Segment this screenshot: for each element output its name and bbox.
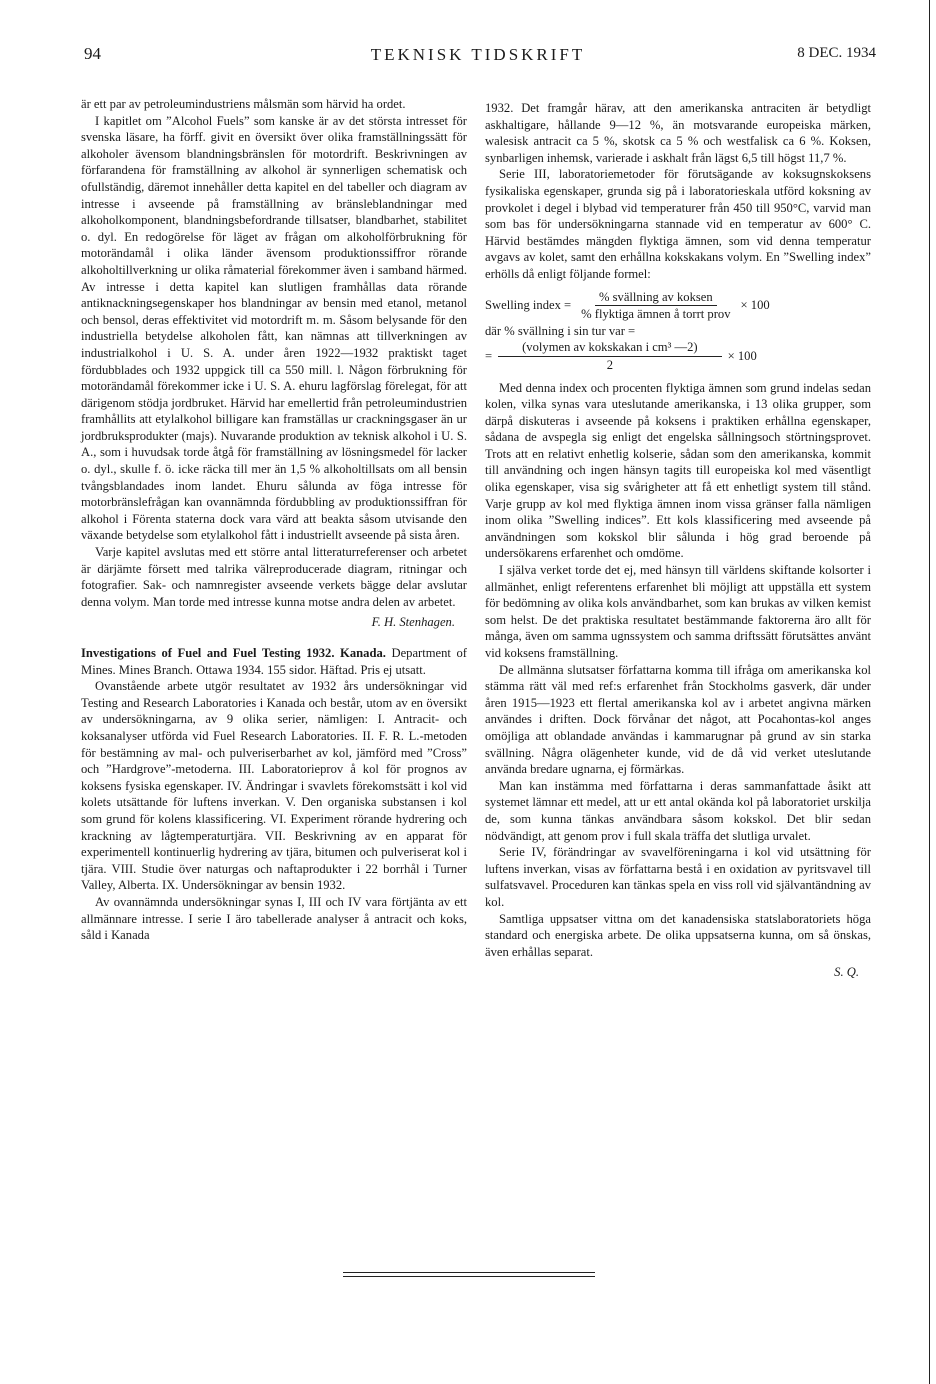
paragraph: De allmänna slutsatser författarna komma till ifråga om amerikanska kol stämma rätt väl med ref:s erfarenhet från Stockholms gasverk, där under åren 1915—1923 ett flertal amerikanska kol av i arbetet angivna märken användes i driften. Dock förvånar det något, att Pocahontas-kol anges omöjliga att oblandade användas i kammarugnar på grund av sin starka svällning. Några olägenheter kunde, vid de då vid verket uteslutande använda bredare ugnarna, ej förmärkas. — [485, 662, 871, 777]
paragraph: I själva verket torde det ej, med hänsyn till världens skiftande kolsorter i allmänhet, enligt referentens erfarenhet bli möjligt att uppställa ett system för bedömning av olika kols användbarhet, som kan brukas av vilken kemist som helst. De det praktiska resultatet bestämmande faktorerna äro allt för många, även om samma ugnssystem och samma driftssätt förutsättes använt vid koksens framställning. — [485, 563, 871, 660]
paragraph: Varje kapitel avslutas med ett större antal litteraturreferenser och arbetet är därjämte försett med talrika välreproducerade diagram, ritningar och fotografier. Sak- och namnregister avseende verkets bägge delar avslutar denna volym. Man torde med intresse kunna motse andra delen av arbetet. — [81, 545, 467, 609]
review-title: Investigations of Fuel and Fuel Testing 1932. Kanada. — [81, 646, 386, 660]
journal-title: TEKNISK TIDSKRIFT — [370, 45, 586, 64]
paragraph: Av ovannämnda undersökningar synas I, III och IV vara förtjänta av ett allmännare intresse. I serie I äro tabellerade analyser å antracit och koks, såld i Kanada — [81, 894, 467, 943]
formula-lhs: Swelling index = — [485, 298, 572, 313]
formula2-numerator: (volymen av kokskakan i cm³ —2) — [498, 339, 722, 357]
paragraph: Samtliga uppsatser vittna om det kanadensiska statslaboratoriets höga standard och energiska arbete. De olika uppsatserna kunna, om så önskas, även erhållas separat. — [485, 911, 871, 959]
formula-denominator: % flyktiga ämnen å torrt prov — [581, 307, 731, 322]
right-column — [485, 100, 871, 995]
paragraph: Med denna index och procenten flyktiga ämnen som grund indelas sedan kolen, vilka synas vara uteslutande amerikanska, i 13 olika grupper, som därpå diskuteras i avseende på koksens i praktiken erhållna egenskaper, sådana de avspegla sig enligt det engelska sållningsoch störtningsprovet. Trots att en relativt enhetlig kolserie, sådan som den amerikanska, kommit till användning och ingen hänsyn tagits till europeiska kol med väsentligt olika egenskaper, visa sig svårigheter att få ett enhetligt system till stånd. Varje grupp av kol med flyktiga ämnen inom vissa gränser falla nämligen inom olika ”Swelling indices”. Ett kols klassificering med avseende på användningen som kokskol blir sålunda i hög grad beroende på undersökarens erfarenhet och omdöme. — [485, 380, 871, 561]
paragraph: Ovanstående arbete utgör resultatet av 1932 års undersökningar vid Testing and Research Laboratories i Kanada och består, utom av en översikt av undersökningarna, av 9 olika serier, nämligen: I. Antracit- och koksanalyser utförda vid Fuel Research Laboratories. II. F. R. L.-metoden för bestämning av mal- och pulveriserbarhet av kol, jämförd med ”Cross” och ”Hardgrove”-metoderna. III. Laboratorieprov å kol för prognos av koksens fysiska egenskaper. IV. Ändringar i svavlets förekomstsätt i kol vid kolets utsättande för luftens inverkan. V. Den organiska substansen i kol som grund för kolens klassificering. VI. Experiment rörande hydrering och krackning av lågtemperaturtjära. VII. Beskrivning av en apparat för experimentell kontinuerlig hydrering av tjära, bitumen och pulveriserat kol i tjära. VIII. Studie över naturgas och naftaprodukter i 22 borrhål i Turner Valley, Alberta. IX. Undersökningar av bensin 1932. — [81, 679, 467, 893]
formula2-multiplier: × 100 — [727, 349, 757, 364]
issue-date: 8 DEC. 1934 — [797, 45, 876, 61]
formula2-denominator: 2 — [606, 357, 614, 372]
review-meta: Department of Mines. Mines Branch. Ottawa 1934. 155 sidor. Häftad. Pris ej utsatt. — [81, 646, 467, 677]
formula2-equals: = — [485, 349, 493, 364]
formula-numerator: % svällning av koksen — [595, 289, 717, 307]
review-heading — [81, 645, 467, 678]
formula-line2: där % svällning i sin tur var = — [485, 323, 636, 338]
paragraph: Serie IV, förändringar av svavelföreningarna i kol vid utsättning för luftens inverkan, visas av författarna bestå i en oxidation av pyritsvavel till sulfatsvavel. Proceduren kan tänkas spela en viss roll vid självantändning av kol. — [485, 845, 871, 909]
paragraph: Man kan instämma med författarna i deras sammanfattade åsikt att systemet lämnar ett medel, att ur ett antal okända kol på laboratoriet urskilja de, som kunna tänkas användbara såsom kokskol. Det blir sedan nödvändigt, att genom prov i full skala träffa det slutliga urvalet. — [485, 778, 871, 843]
running-header — [80, 44, 876, 72]
review-signature: F. H. Stenhagen. — [371, 615, 455, 630]
review-signature: S. Q. — [834, 965, 859, 980]
paragraph: Serie III, laboratoriemetoder för förutsägande av koksugnskoksens fysikaliska egenskaper, grunda sig på i laboratorieskala utförd koksning av provkolet i degel i blybad vid temperaturer från 450 till 950°C, varvid man som bas för undersökningarna stannade vid en temperatur av 600° C. Härvid bestämdes mängden flyktiga ämnen, som vid denna temperatur avgavs av kolet, samt den erhållna kokskakans volym. En ”Swelling index” erhölls då enligt följande formel: — [485, 167, 871, 281]
end-rule-top — [343, 1272, 595, 1273]
end-rule-bottom — [343, 1276, 595, 1277]
page-edge-line — [929, 0, 930, 1384]
swelling-index-formula — [485, 289, 871, 374]
formula2-fraction — [498, 339, 722, 373]
paragraph: 1932. Det framgår härav, att den amerikanska antraciten är betydligt askhaltigare, hållande 9—12 %, än motsvarande europeiska märken, walesisk antracit ca 5 %, skotsk ca 5 % och westfalisk ca 6 %. Koksen, synbarligen inhemsk, varierade i askhalt från lägst 6,5 till högst 11,7 %. — [485, 101, 871, 165]
formula-fraction — [577, 289, 734, 323]
formula-multiplier: × 100 — [740, 298, 770, 313]
left-column — [81, 96, 467, 944]
page-number: 94 — [84, 44, 101, 63]
paragraph: är ett par av petroleumindustriens målsmän som härvid ha ordet. — [81, 97, 406, 111]
paragraph: I kapitlet om ”Alcohol Fuels” som kanske är av det största intresset för svenska läsare, ha förff. givit en översikt över olika framställningssätt för alkoholer ävensom blandningsbränslen för motordrift. Beskrivningen av förfarandena för framställning av alkohol är synnerligen schematisk och ofullständig, däremot innehåller detta kapitel en del tabeller och diagram av intresse i avseende på framställning av bränsleblandningar med alkoholkomponent, blandningsbefordrande tillsatser, blandbarhet, stabilitet o. dyl. En redogörelse för läget av frågan om alkoholförbrukning för motorändamål i olika länder ävensom produktionssiffror rörande alkoholtillverkning ur olika råmaterial förekommer även i samband härmed. Av intresse i detta kapitel kan slutligen framhållas data rörande antiknackningsegenskaper hos blandningar av bensin med etanol, metanol och bensol, deras effektivitet vid motordrift m. m. Såsom belysande för den industriella betydelse alkoholen fått, kan nämnas att tillverkningen av industrialkohol i U. S. A. under åren 1922—1932 praktiskt taget fördubblades och 1932 uppgick till ca 550 mill. l. Någon förbrukning för motorändamål förekommer icke i U. S. A. ehuru lagförslag förelegat, för att därigenom stödja jordbruket. Härvid har emellertid från petroleumindustrien framhållits att etylalkohol billigare kan framställas ur crackningsgaser än ur jordbruksprodukter (majs). Nuvarande produktion av teknisk alkohol i U. S. A., som i huvudsak torde åtgå för framställning av lösningsmedel för lacker o. dyl., skulle f. ö. icke räcka till mer än 1,5 % alkoholtillsats om all bensin tvångsblandades inom landet. Ehuru sålunda av föga intresse för motorbränslefrågan kan ovannämnda fördubbling av produktionssiffran för alkohol i Förenta staterna dock vara värd att beakta såsom utvisande den växande betydelse som etylalkohol fått i industriellt avseende på sista åren. — [81, 113, 467, 543]
